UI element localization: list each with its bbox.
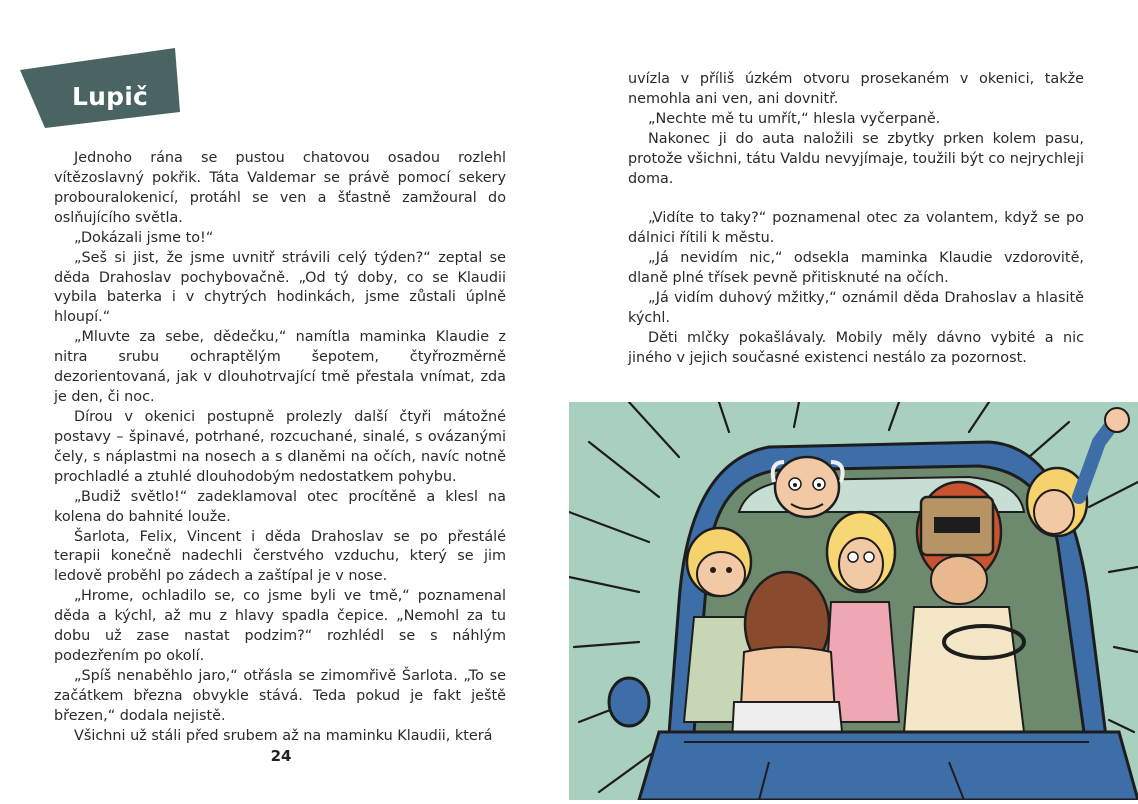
paragraph: Všichni už stáli před srubem až na maminku Klaudii, která [74,727,493,744]
paragraph: „Já nevidím nic,“ odsekla maminka Klaudie vzdorovitě, dlaně plné třísek pevně přitisknuté na očích. [628,250,1084,287]
paragraph: Nakonec ji do auta naložili se zbytky prken kolem pasu, protože všichni, tátu Valdu nevyjímaje, toužili být co nejrychleji doma. [628,130,1084,187]
paragraph: „Nechte mě tu umřít,“ hlesla vyčerpaně. [648,110,941,127]
paragraph: „Vidíte to taky?“ poznamenal otec za volantem, když se po dálnici řítili k městu. [628,210,1084,247]
chapter-title: Lupič [72,82,149,111]
family-car-illustration [569,402,1138,800]
paragraph: „Mluvte za sebe, dědečku,“ namítla maminka Klaudie z nitra srubu ochraptělým šepotem, čtyřrozměrně dezorientovaná, jak v dlouhotrvající tmě přestala vnímat, zda je den, či noc. [54,329,506,406]
paragraph: „Seš si jist, že jsme uvnitř strávili celý týden?“ zeptal se děda Drahoslav pochybovačně. „Od tý doby, co se Klaudii vybila baterka i v chytrých hodinkách, jsme zůstali úplně hloupí.“ [54,249,506,326]
paragraph: „Já vidím duhový mžitky,“ oznámil děda Drahoslav a hlasitě kýchl. [628,290,1084,327]
paragraph: „Hrome, ochladilo se, co jsme byli ve tmě,“ poznamenal děda a kýchl, až mu z hlavy spadla čepice. „Nemohl za tu dobu už zase nastat podzim?“ rozhlédl se s náhlým podezřením po okolí. [54,588,506,665]
right-page-text [628,70,1084,369]
girl-middle-figure [824,512,899,722]
paragraph: Děti mlčky pokašlávaly. Mobily měly dávno vybité a nic jiného v jejich současné existenci nestálo za pozornost. [628,329,1084,366]
paragraph: Dírou v okenici postupně prolezly další čtyři mátožné postavy – špinavé, potrhané, rozcuchané, sinalé, s ovázanými čely, s náplastmi na nosech a s dlaněmi na očích, navíc notně prochladlé a ztuhlé dlouhodobým nedostatkem pohybu. [54,408,506,485]
paragraph: „Dokázali jsme to!“ [74,229,214,246]
chapter-banner [0,0,200,140]
page-number: 24 [270,747,292,765]
paragraph: uvízla v příliš úzkém otvoru prosekaném v okenici, takže nemohla ani ven, ani dovnitř. [628,71,1084,107]
paragraph: „Spíš nenaběhlo jaro,“ otřásla se zimomřivě Šarlota. „To se začátkem března obvykle stává. Teda pokud je fakt ještě březen,“ dodala nejistě. [54,667,506,724]
banner-shape [0,0,200,140]
paragraph: Šarlota, Felix, Vincent i děda Drahoslav se po přestálé terapii konečně nadechli čerstvého vzduchu, který se jim ledově proběhl po zádech a zaštípal je v nose. [54,528,506,585]
illustration-drawing [569,402,1138,800]
paragraph: „Budiž světlo!“ zadeklamoval otec procítěně a klesl na kolena do bahnité louže. [54,488,506,525]
paragraph: Jednoho rána se pustou chatovou osadou rozlehl vítězoslavný pokřik. Táta Valdemar se právě pomocí sekery probouralokenicí, protáhl se ven a šťastně zamžoural do oslňujícího světla. [54,150,506,226]
left-page-text [54,149,506,747]
